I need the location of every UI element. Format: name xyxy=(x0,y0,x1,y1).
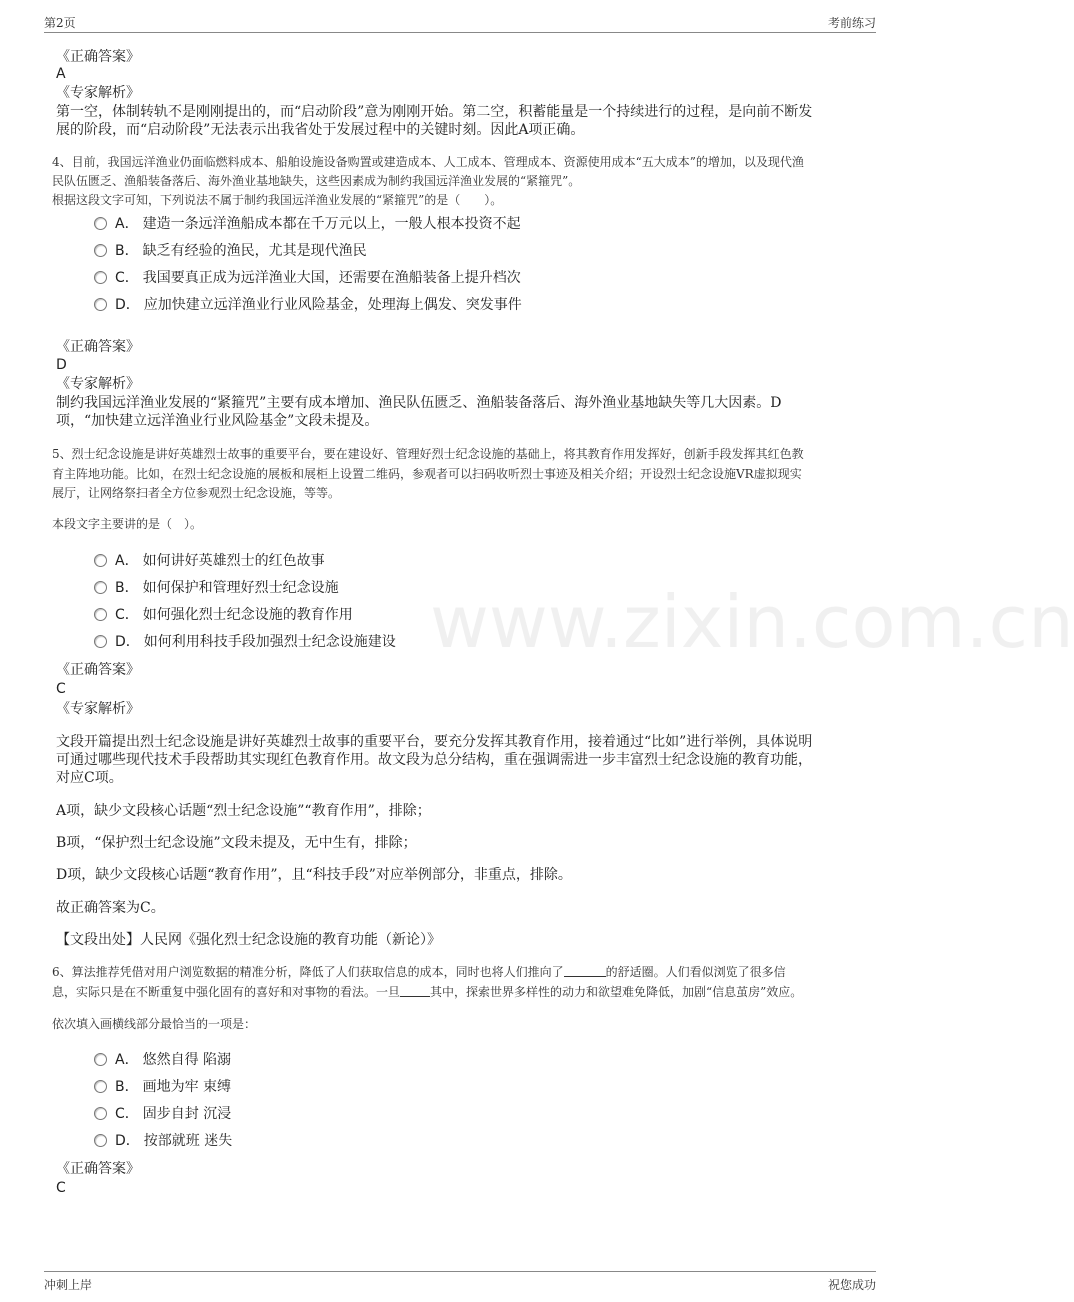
question-stem: 息，实际只是在不断重复中强化固有的喜好和对事物的看法。一旦 其中，探索世界多样性的动力和欲望难免降低，加剧“信息茧房”效应。 xyxy=(52,985,803,999)
option-key: D． xyxy=(115,1133,140,1149)
option-key: D． xyxy=(115,634,140,650)
radio-button[interactable] xyxy=(94,1080,107,1093)
option-c[interactable] xyxy=(94,269,521,287)
analysis-label: 《专家解析》 xyxy=(56,701,140,717)
radio-button[interactable] xyxy=(94,635,107,648)
analysis-note: D项，缺少文段核心话题“教育作用”，且“科技手段”对应举例部分，非重点，排除。 xyxy=(56,867,572,883)
analysis-line: 项，“加快建立远洋渔业行业风险基金”文段未提及。 xyxy=(56,413,379,429)
question-stem: 育主阵地功能。比如，在烈士纪念设施的展板和展柜上设置二维码，参观者可以扫码收听烈士事迹及相关介绍；开设烈士纪念设施VR虚拟现实 xyxy=(52,467,802,481)
analysis-note: A项，缺少文段核心话题“烈士纪念设施”“教育作用”，排除； xyxy=(56,803,431,819)
answer-label: 《正确答案》 xyxy=(56,49,140,65)
option-a[interactable] xyxy=(94,552,325,570)
option-b[interactable] xyxy=(94,1078,231,1096)
radio-button[interactable] xyxy=(94,217,107,230)
page-footer xyxy=(44,1271,876,1294)
analysis-line: 文段开篇提出烈士纪念设施是讲好英雄烈士故事的重要平台，要充分发挥其教育作用，接着通过“比如”进行举例，具体说明 xyxy=(56,734,813,750)
option-key: A． xyxy=(115,553,139,569)
radio-button[interactable] xyxy=(94,608,107,621)
option-b[interactable] xyxy=(94,242,367,260)
option-d[interactable] xyxy=(94,1132,232,1150)
analysis-label: 《专家解析》 xyxy=(56,85,140,101)
option-b[interactable] xyxy=(94,579,339,597)
analysis-line: 可通过哪些现代技术手段帮助其实现红色教育作用。故文段为总分结构，重在强调需进一步丰富烈士纪念设施的教育功能， xyxy=(56,752,812,768)
radio-button[interactable] xyxy=(94,1053,107,1066)
radio-button[interactable] xyxy=(94,554,107,567)
radio-button[interactable] xyxy=(94,244,107,257)
option-text: 缺乏有经验的渔民，尤其是现代渔民 xyxy=(142,243,367,259)
option-c[interactable] xyxy=(94,1105,231,1123)
option-text: 如何利用科技手段加强烈士纪念设施建设 xyxy=(143,634,396,650)
option-text: 如何保护和管理好烈士纪念设施 xyxy=(142,580,339,596)
answer-label: 《正确答案》 xyxy=(56,1161,140,1177)
option-a[interactable] xyxy=(94,215,521,233)
radio-button[interactable] xyxy=(94,298,107,311)
option-text: 应加快建立远洋渔业行业风险基金，处理海上偶发、突发事件 xyxy=(143,297,522,313)
footer-right-text: 祝您成功 xyxy=(827,1278,876,1292)
analysis-line: 制约我国远洋渔业发展的“紧箍咒”主要有成本增加、渔民队伍匮乏、渔船装备落后、海外渔业基地缺失等几大因素。D xyxy=(56,395,782,411)
answer-value: D xyxy=(56,357,67,373)
page-number: 第2页 xyxy=(44,16,76,30)
question-stem: 4、目前，我国远洋渔业仍面临燃料成本、船舶设施设备购置或建造成本、人工成本、管理成本、资源使用成本“五大成本”的增加，以及现代渔 xyxy=(52,155,804,169)
question-prompt: 依次填入画横线部分最恰当的一项是： xyxy=(52,1017,257,1031)
radio-button[interactable] xyxy=(94,581,107,594)
radio-button[interactable] xyxy=(94,1107,107,1120)
option-text: 我国要真正成为远洋渔业大国，还需要在渔船装备上提升档次 xyxy=(142,270,521,286)
page-header xyxy=(44,12,876,33)
option-text: 建造一条远洋渔船成本都在千万元以上，一般人根本投资不起 xyxy=(142,216,521,232)
option-key: B． xyxy=(115,580,139,596)
option-d[interactable] xyxy=(94,633,396,651)
question-stem: 展厅，让网络祭扫者全方位参观烈士纪念设施，等等。 xyxy=(52,486,341,500)
option-a[interactable] xyxy=(94,1051,231,1069)
question-stem: 民队伍匮乏、渔船装备落后、海外渔业基地缺失，这些因素成为制约我国远洋渔业发展的“紧箍咒”。 xyxy=(52,174,581,188)
question-stem: 根据这段文字可知，下列说法不属于制约我国远洋渔业发展的“紧箍咒”的是（ ）。 xyxy=(52,193,503,207)
header-title: 考前练习 xyxy=(827,16,876,30)
option-key: D． xyxy=(115,297,140,313)
answer-label: 《正确答案》 xyxy=(56,662,140,678)
watermark: www.zixin.com.cn xyxy=(430,580,1074,664)
answer-value: C xyxy=(56,1180,66,1196)
answer-label: 《正确答案》 xyxy=(56,339,140,355)
question-stem: 6、算法推荐凭借对用户浏览数据的精准分析，降低了人们获取信息的成本，同时也将人们推向了 的舒适圈。人们看似浏览了很多信 xyxy=(52,965,786,979)
option-key: A． xyxy=(115,1052,139,1068)
option-key: A． xyxy=(115,216,139,232)
option-text: 如何强化烈士纪念设施的教育作用 xyxy=(142,607,353,623)
analysis-line: 展的阶段，而“启动阶段”无法表示出我省处于发展过程中的关键时刻。因此A项正确。 xyxy=(56,122,585,138)
option-d[interactable] xyxy=(94,296,522,314)
option-text: 画地为牢 束缚 xyxy=(142,1079,232,1095)
footer-left-text: 冲刺上岸 xyxy=(44,1278,93,1292)
option-text: 固步自封 沉浸 xyxy=(142,1106,232,1122)
answer-value: C xyxy=(56,681,66,697)
question-prompt: 本段文字主要讲的是（ ）。 xyxy=(52,517,203,531)
option-key: B． xyxy=(115,1079,139,1095)
answer-value: A xyxy=(56,66,66,82)
fill-blank xyxy=(564,964,606,977)
option-text: 如何讲好英雄烈士的红色故事 xyxy=(142,553,325,569)
analysis-note: B项，“保护烈士纪念设施”文段未提及，无中生有，排除； xyxy=(56,835,417,851)
radio-button[interactable] xyxy=(94,271,107,284)
option-c[interactable] xyxy=(94,606,353,624)
option-key: B． xyxy=(115,243,139,259)
fill-blank xyxy=(400,984,430,997)
analysis-line: 对应C项。 xyxy=(56,770,123,786)
analysis-label: 《专家解析》 xyxy=(56,376,140,392)
question-stem: 5、烈士纪念设施是讲好英雄烈士故事的重要平台，要在建设好、管理好烈士纪念设施的基础上，将其教育作用发挥好，创新手段发挥其红色教 xyxy=(52,447,804,461)
option-key: C． xyxy=(115,607,139,623)
option-key: C． xyxy=(115,1106,139,1122)
analysis-line: 第一空，体制转轨不是刚刚提出的，而“启动阶段”意为刚刚开始。第二空，积蓄能量是一个持续进行的过程，是向前不断发 xyxy=(56,104,813,120)
analysis-note: 故正确答案为C。 xyxy=(56,900,165,916)
radio-button[interactable] xyxy=(94,1134,107,1147)
option-key: C． xyxy=(115,270,139,286)
option-text: 按部就班 迷失 xyxy=(143,1133,233,1149)
source-note: 【文段出处】人民网《强化烈士纪念设施的教育功能（新论）》 xyxy=(56,932,441,948)
option-text: 悠然自得 陷溺 xyxy=(142,1052,232,1068)
